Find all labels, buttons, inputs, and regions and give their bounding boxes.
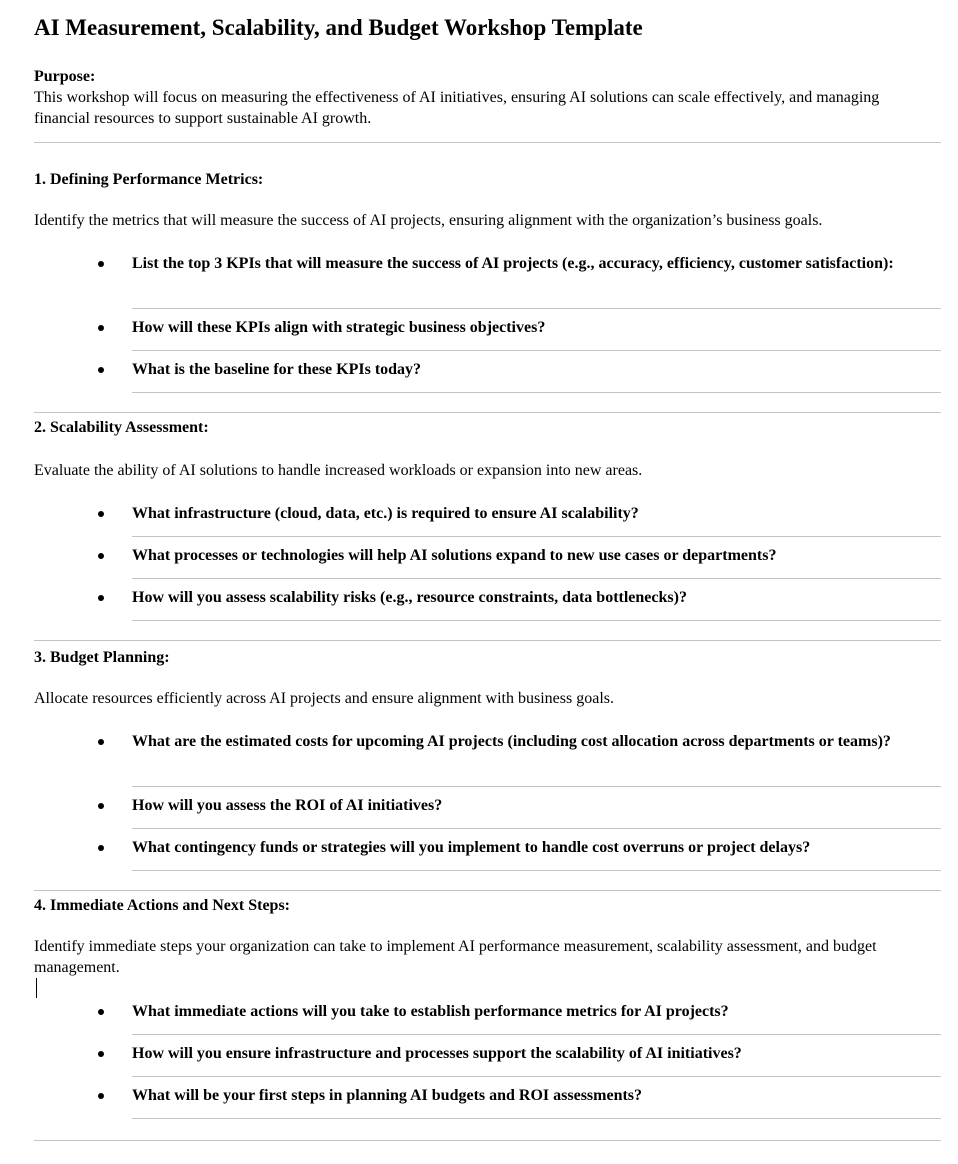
answer-line[interactable] [132,1034,941,1035]
bullet-icon [98,1093,104,1099]
section-1-title: 1. Defining Performance Metrics: [34,171,264,188]
question-text: What infrastructure (cloud, data, etc.) is required to ensure AI scalability? [132,505,639,522]
bullet-icon [98,845,104,851]
bullet-icon [98,1051,104,1057]
bullet-icon [98,1009,104,1015]
answer-line[interactable] [132,870,941,871]
divider [34,890,941,891]
purpose-label: Purpose: [34,68,96,85]
answer-line[interactable] [132,1118,941,1119]
purpose-block [34,66,934,129]
divider [34,640,941,641]
purpose-text: This workshop will focus on measuring the effectiveness of AI initiatives, ensuring AI solutions can scale effectively, and managing financial resources to support sustainable AI growth. [34,89,880,127]
bullet-icon [98,511,104,517]
section-3-title: 3. Budget Planning: [34,649,170,666]
bullet-icon [98,803,104,809]
question-text: What immediate actions will you take to establish performance metrics for AI projects? [132,1003,729,1020]
bullet-icon [98,595,104,601]
question-text: What processes or technologies will help AI solutions expand to new use cases or departments? [132,547,777,564]
question-text: How will you ensure infrastructure and processes support the scalability of AI initiatives? [132,1045,742,1062]
answer-line[interactable] [132,350,941,351]
question-text: How will you assess scalability risks (e.g., resource constraints, data bottlenecks)? [132,589,687,606]
bullet-icon [98,739,104,745]
question-text: How will these KPIs align with strategic business objectives? [132,319,546,336]
answer-line[interactable] [132,828,941,829]
question-text: List the top 3 KPIs that will measure the success of AI projects (e.g., accuracy, efficiency, customer satisfaction): [132,255,894,272]
answer-line[interactable] [132,786,941,787]
section-1-intro: Identify the metrics that will measure the success of AI projects, ensuring alignment with the organization’s business goals. [34,212,823,229]
divider [34,1140,941,1141]
answer-line[interactable] [132,392,941,393]
section-3-intro: Allocate resources efficiently across AI projects and ensure alignment with business goals. [34,690,614,707]
question-text: What is the baseline for these KPIs today? [132,361,422,378]
question-text: What will be your first steps in planning AI budgets and ROI assessments? [132,1087,643,1104]
section-4-intro: Identify immediate steps your organization can take to implement AI performance measurement, scalability assessment, and budget management. [34,938,877,976]
answer-line[interactable] [132,578,941,579]
answer-line[interactable] [132,308,941,309]
bullet-icon [98,553,104,559]
answer-line[interactable] [132,620,941,621]
question-text: How will you assess the ROI of AI initiatives? [132,797,443,814]
bullet-icon [98,261,104,267]
section-2-title: 2. Scalability Assessment: [34,419,209,436]
question-text: What are the estimated costs for upcoming AI projects (including cost allocation across departments or teams)? [132,733,891,750]
text-cursor[interactable] [36,978,37,998]
section-4-title: 4. Immediate Actions and Next Steps: [34,897,290,914]
section-2-intro: Evaluate the ability of AI solutions to handle increased workloads or expansion into new areas. [34,462,643,479]
bullet-icon [98,325,104,331]
bullet-icon [98,367,104,373]
answer-line[interactable] [132,1076,941,1077]
question-text: What contingency funds or strategies will you implement to handle cost overruns or project delays? [132,839,811,856]
divider [34,412,941,413]
divider [34,142,941,143]
answer-line[interactable] [132,536,941,537]
document-title: AI Measurement, Scalability, and Budget Workshop Template [34,15,643,40]
